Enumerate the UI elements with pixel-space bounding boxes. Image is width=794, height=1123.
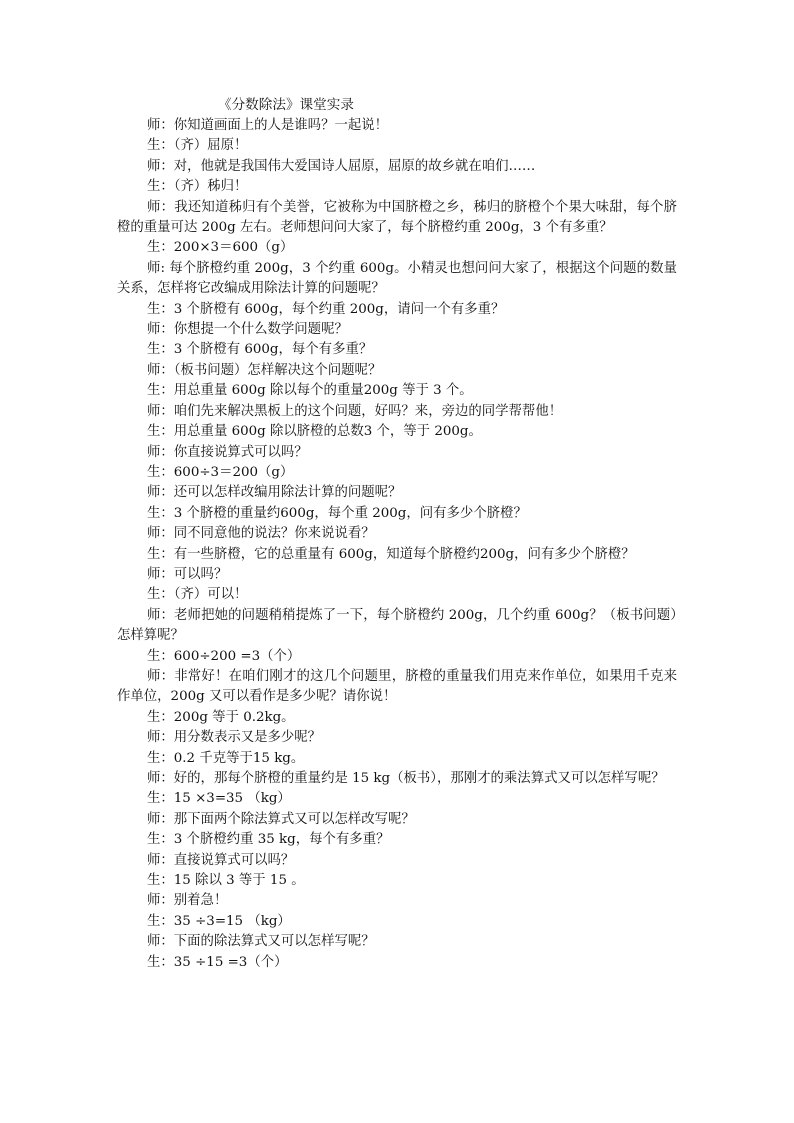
dialogue-line: 师：你直接说算式可以吗？ bbox=[147, 444, 308, 460]
dialogue-line: 师：老师把她的问题稍稍提炼了一下，每个脐橙约 200g，几个约重 600g？（板书问题）怎样算呢？ bbox=[117, 607, 677, 644]
dialogue-line: 师：好的，那每个脐橙的重量约是 15 kg（板书），那刚才的乘法算式又可以怎样写呢？ bbox=[147, 771, 665, 786]
dialogue-line: 生：35 ÷3=15 （kg） bbox=[147, 913, 291, 929]
dialogue-line: 师: 每个脐橙约重 200g，3 个约重 600g。小精灵也想问问大家了，根据这个问题的数量关系，怎样将它改编成用除法计算的问题呢？ bbox=[117, 260, 677, 297]
dialogue-line: 生：600÷200 =3（个） bbox=[147, 648, 301, 664]
dialogue-line: 生：200×3＝600（g） bbox=[147, 240, 294, 256]
dialogue-line: 师：非常好！在咱们刚才的这几个问题里，脐橙的重量我们用克来作单位，如果用千克来作单位，200g 又可以看作是多少呢？请你说！ bbox=[117, 668, 677, 705]
dialogue-line: 师：（板书问题）怎样解决这个问题呢？ bbox=[147, 362, 382, 378]
dialogue-line: 师：咱们先来解决黑板上的这个问题，好吗？来，旁边的同学帮帮他！ bbox=[147, 403, 563, 419]
dialogue-line: 师：别着急！ bbox=[147, 893, 228, 909]
dialogue-line: 生：（齐）可以！ bbox=[147, 587, 248, 603]
dialogue-line: 生：35 ÷15 =3（个） bbox=[147, 954, 288, 970]
dialogue-line: 师：同不同意他的说法？你来说说看？ bbox=[147, 526, 375, 542]
dialogue-line: 师：下面的除法算式又可以怎样写呢？ bbox=[147, 934, 375, 950]
dialogue-line: 师：我还知道秭归有个美誉，它被称为中国脐橙之乡，秭归的脐橙个个果大味甜，每个脐橙的重量可达 200g 左右。老师想问问大家了，每个脐橙约重 200g，3 个有多重？ bbox=[117, 199, 677, 236]
dialogue-line: 师：直接说算式可以吗？ bbox=[147, 852, 295, 868]
dialogue-line: 生：用总重量 600g 除以脐橙的总数3 个，等于 200g。 bbox=[147, 424, 482, 440]
dialogue-line: 师：你想提一个什么数学问题呢？ bbox=[147, 322, 348, 338]
dialogue-line: 师：可以吗？ bbox=[147, 566, 228, 582]
dialogue-line: 师：还可以怎样改编用除法计算的问题呢？ bbox=[147, 485, 402, 501]
dialogue-line: 生：15 除以 3 等于 15 。 bbox=[147, 873, 305, 889]
dialogue-line: 生：3 个脐橙有 600g，每个约重 200g，请问一个有多重？ bbox=[147, 301, 505, 317]
dialogue-line: 生：3 个脐橙约重 35 kg，每个有多重？ bbox=[147, 832, 390, 848]
dialogue-line: 生：有一些脐橙，它的总重量有 600g，知道每个脐橙约200g，问有多少个脐橙？ bbox=[147, 546, 635, 562]
dialogue-line: 生：15 ×3=35 （kg） bbox=[147, 791, 291, 807]
dialogue-line: 生：0.2 千克等于15 kg。 bbox=[147, 750, 305, 766]
dialogue-line: 师：对，他就是我国伟大爱国诗人屈原，屈原的故乡就在咱们…… bbox=[147, 158, 536, 174]
dialogue-line: 生：3 个脐橙的重量约600g，每个重 200g，问有多少个脐橙？ bbox=[147, 505, 527, 521]
dialogue-line: 生：200g 等于 0.2kg。 bbox=[147, 709, 295, 725]
dialogue-line: 师：用分数表示又是多少呢？ bbox=[147, 730, 322, 746]
dialogue-line: 生：（齐）秭归！ bbox=[147, 179, 248, 195]
document-title: 《分数除法》课堂实录 bbox=[218, 97, 354, 113]
dialogue-line: 师：你知道画面上的人是谁吗？一起说！ bbox=[147, 118, 389, 133]
dialogue-line: 生：3 个脐橙有 600g，每个有多重？ bbox=[147, 342, 373, 358]
dialogue-line: 生：用总重量 600g 除以每个的重量200g 等于 3 个。 bbox=[147, 383, 473, 399]
dialogue-line: 生：（齐）屈原！ bbox=[147, 138, 248, 154]
dialogue-line: 师：那下面两个除法算式又可以怎样改写呢？ bbox=[147, 811, 415, 827]
document-body bbox=[117, 116, 677, 973]
dialogue-line: 生：600÷3＝200（g） bbox=[147, 464, 294, 480]
